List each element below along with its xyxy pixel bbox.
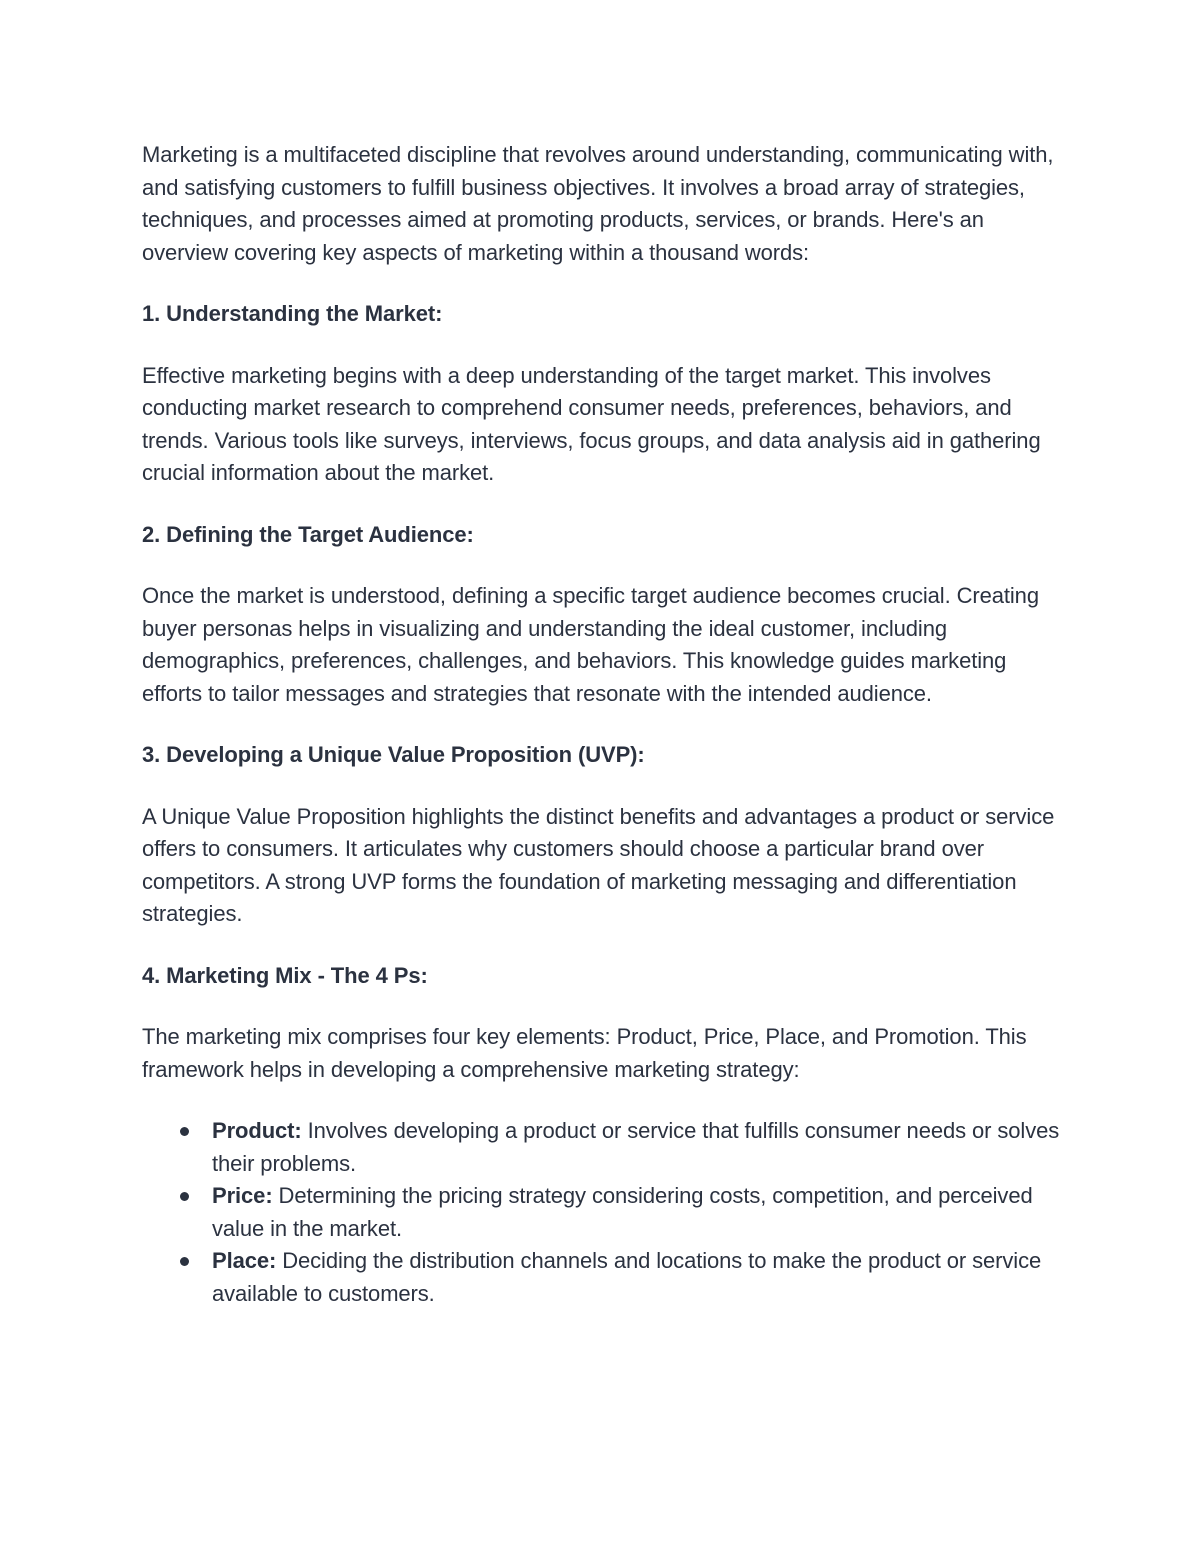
section-heading-uvp: 3. Developing a Unique Value Proposition (UVP): [142, 742, 645, 767]
section-body-uvp: A Unique Value Proposition highlights the distinct benefits and advantages a product or service offers to consumers. It articulates why customers should choose a particular brand over competitors. A strong UVP forms the foundation of marketing messaging and differentiation strategies. [142, 803, 1055, 926]
list-item-product [142, 1115, 1072, 1180]
list-item-term: Price: [212, 1183, 273, 1208]
list-item-place [142, 1245, 1072, 1310]
bullet-icon [180, 1127, 189, 1136]
intro-paragraph: Marketing is a multifaceted discipline that revolves around understanding, communicating with, and satisfying customers to fulfill business objectives. It involves a broad array of strategies, techniques, and processes aimed at promoting products, services, or brands. Here's an overview covering key aspects of marketing within a thousand words: [142, 142, 1054, 265]
section-body-audience: Once the market is understood, defining a specific target audience becomes crucial. Creating buyer personas helps in visualizing and understanding the ideal customer, including demographics, preferences, challenges, and behaviors. This knowledge guides marketing efforts to tailor messages and strategies that resonate with the intended audience. [142, 583, 1039, 706]
list-item-term: Place: [212, 1248, 277, 1273]
section-body-market: Effective marketing begins with a deep understanding of the target market. This involves conducting market research to comprehend consumer needs, preferences, behaviors, and trends. Various tools like surveys, interviews, focus groups, and data analysis aid in gathering crucial information about the market. [142, 362, 1041, 485]
list-item-price [142, 1180, 1072, 1245]
list-item-description: Involves developing a product or service that fulfills consumer needs or solves their problems. [212, 1118, 1060, 1176]
list-item-description: Deciding the distribution channels and locations to make the product or service available to customers. [212, 1248, 1042, 1306]
section-body-marketing-mix: The marketing mix comprises four key elements: Product, Price, Place, and Promotion. This framework helps in developing a comprehensive marketing strategy: [142, 1024, 1027, 1082]
section-heading-audience: 2. Defining the Target Audience: [142, 521, 474, 547]
section-heading-market: 1. Understanding the Market: [142, 301, 443, 326]
section-heading-marketing-mix: 4. Marketing Mix - The 4 Ps: [142, 962, 428, 988]
document-body [142, 139, 1072, 1310]
list-item-description: Determining the pricing strategy considering costs, competition, and perceived value in the market. [212, 1183, 1033, 1241]
marketing-mix-list [142, 1115, 1072, 1310]
list-item-term: Product: [212, 1118, 302, 1143]
bullet-icon [180, 1192, 189, 1201]
bullet-icon [180, 1257, 189, 1266]
